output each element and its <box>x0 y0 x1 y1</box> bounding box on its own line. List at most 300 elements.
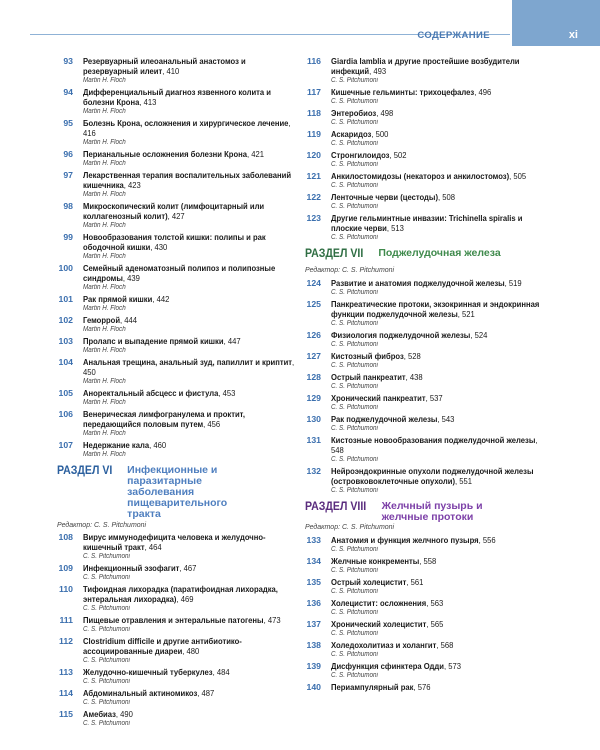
separator: , <box>403 351 408 361</box>
chapter-title: Семейный аденоматозный полипоз и полипозные синдромы <box>83 263 276 283</box>
separator: , <box>176 594 181 604</box>
page-ref: 498 <box>380 108 394 118</box>
chapter-title: Резервуарный илеоанальный анастомоз и резервуарный илеит <box>83 56 246 76</box>
toc-entry[interactable] <box>57 615 301 634</box>
chapter-title: Аскаридоз <box>331 129 372 139</box>
chapter-title-line <box>83 615 301 625</box>
page-ref: 444 <box>124 315 138 325</box>
chapter-title-line <box>331 278 549 288</box>
chapter-title: Абдоминальный актиномикоз <box>83 688 198 698</box>
toc-entry[interactable] <box>305 598 549 617</box>
chapter-author: Martin H. Floch <box>83 139 126 146</box>
chapter-title: Инфекционный эзофагит <box>83 563 180 573</box>
chapter-author: Martin H. Floch <box>83 108 126 115</box>
toc-entry[interactable] <box>305 619 549 638</box>
page-ref: 558 <box>423 556 437 566</box>
chapter-title: Вирус иммунодефицита человека и желудочно-кишечный тракт <box>83 532 266 552</box>
page-ref: 460 <box>153 440 167 450</box>
page-ref: 508 <box>442 192 455 202</box>
chapter-author: C. S. Pitchumoni <box>331 77 378 84</box>
separator: , <box>246 149 252 159</box>
separator: , <box>149 440 154 450</box>
chapter-title-line <box>331 330 549 340</box>
toc-right-column <box>305 56 549 694</box>
chapter-title-line <box>83 532 301 552</box>
toc-entry[interactable] <box>57 563 301 582</box>
chapter-number: 136 <box>306 598 321 608</box>
chapter-title-line <box>331 435 549 455</box>
toc-entry[interactable] <box>57 636 301 665</box>
toc-group-right-mid <box>305 278 549 495</box>
toc-group-left-bottom <box>57 532 301 728</box>
chapter-author: C. S. Pitchumoni <box>331 98 378 105</box>
toc-entry[interactable] <box>305 351 549 370</box>
chapter-title-line <box>83 688 301 698</box>
chapter-title-line <box>83 636 301 656</box>
page-ref: 500 <box>375 129 389 139</box>
chapter-number: 124 <box>306 278 321 288</box>
chapter-author: C. S. Pitchumoni <box>331 630 378 637</box>
chapter-author: C. S. Pitchumoni <box>331 234 378 241</box>
chapter-number: 123 <box>306 213 321 223</box>
chapter-title: Новообразования толстой кишки: полипы и рак ободочной кишки <box>83 232 266 252</box>
chapter-author: C. S. Pitchumoni <box>331 140 378 147</box>
chapter-number: 93 <box>63 56 73 66</box>
chapter-number: 98 <box>63 201 73 211</box>
page-ref: 573 <box>448 661 461 671</box>
chapter-title: Микроскопический колит (лимфоцитарный или коллагенозный колит) <box>83 201 265 221</box>
chapter-title-line <box>331 213 549 233</box>
page-ref: 521 <box>461 309 475 319</box>
chapter-author: C. S. Pitchumoni <box>83 553 130 560</box>
chapter-number: 122 <box>306 192 321 202</box>
separator: , <box>443 661 449 671</box>
chapter-number: 106 <box>58 409 73 419</box>
chapter-title: Энтеробиоз <box>331 108 377 118</box>
chapter-author: C. S. Pitchumoni <box>331 119 378 126</box>
chapter-title-line <box>83 584 301 604</box>
chapter-author: Martin H. Floch <box>83 378 126 385</box>
chapter-author: Martin H. Floch <box>83 326 126 333</box>
toc-entry[interactable] <box>57 667 301 686</box>
chapter-title: Тифоидная лихорадка (паратифоидная лихорадка, энтеральная лихорадка) <box>83 584 278 604</box>
toc-entry[interactable] <box>57 263 301 292</box>
page-ref: 484 <box>216 667 230 677</box>
section-name: Инфекционные и паразитарные заболевания пищеварительного тракта <box>127 464 228 520</box>
toc-group-right-top <box>305 56 549 242</box>
toc-entry[interactable] <box>305 577 549 596</box>
chapter-author: C. S. Pitchumoni <box>83 626 130 633</box>
page-ref: 430 <box>154 242 168 252</box>
chapter-number: 133 <box>306 535 321 545</box>
chapter-title-line <box>331 192 549 202</box>
toc-entry[interactable] <box>57 201 301 230</box>
chapter-title-line <box>83 667 301 677</box>
page-number: xi <box>568 29 578 41</box>
chapter-title-line <box>331 682 549 692</box>
chapter-number: 101 <box>58 294 73 304</box>
page-number-tab <box>512 0 600 46</box>
separator: , <box>150 242 155 252</box>
toc-entry[interactable] <box>305 299 549 328</box>
page-ref: 524 <box>474 330 488 340</box>
chapter-title: Панкреатические протоки, экзокринная и эндокринная функции поджелудочной железы <box>331 299 540 319</box>
chapter-number: 140 <box>306 682 321 692</box>
chapter-title-line <box>331 108 549 118</box>
chapter-number: 113 <box>58 667 73 677</box>
toc-entry[interactable] <box>57 232 301 261</box>
page-ref: 464 <box>148 542 162 552</box>
chapter-title-line <box>83 56 301 76</box>
chapter-title: Развитие и анатомия поджелудочной железы <box>331 278 505 288</box>
chapter-title-line <box>83 149 301 159</box>
page-ref: 565 <box>430 619 444 629</box>
toc-entry[interactable] <box>57 357 301 386</box>
chapter-title: Анатомия и функция желчного пузыря <box>331 535 479 545</box>
toc-entry[interactable] <box>305 192 549 211</box>
chapter-title: Недержание кала <box>83 440 150 450</box>
chapter-author: C. S. Pitchumoni <box>83 657 130 664</box>
page-ref: 438 <box>409 372 423 382</box>
chapter-title: Холедохолитиаз и холангит <box>331 640 437 650</box>
chapter-title-line <box>83 409 301 429</box>
chapter-number: 120 <box>306 150 321 160</box>
page-ref: 467 <box>183 563 197 573</box>
chapter-author: Martin H. Floch <box>83 347 126 354</box>
section-editor: Редактор: C. S. Pitchumoni <box>57 522 147 529</box>
page-header <box>0 0 600 46</box>
section-viii-heading <box>305 501 549 531</box>
toc-entry[interactable] <box>305 171 549 190</box>
chapter-author: C. S. Pitchumoni <box>331 609 378 616</box>
page-ref: 487 <box>201 688 215 698</box>
section-vi-heading <box>57 465 301 529</box>
chapter-number: 94 <box>63 87 73 97</box>
toc-group-left-top <box>57 56 301 459</box>
page-ref: 551 <box>459 476 473 486</box>
chapter-number: 102 <box>58 315 73 325</box>
section-name: Желчный пузырь и желчные протоки <box>381 500 483 523</box>
chapter-title-line <box>331 171 549 181</box>
chapter-title-line <box>83 118 301 138</box>
chapter-author: C. S. Pitchumoni <box>331 182 378 189</box>
toc-entry[interactable] <box>305 414 549 433</box>
chapter-title-line <box>331 640 549 650</box>
page-ref: 480 <box>186 646 200 656</box>
chapter-number: 97 <box>63 170 73 180</box>
section-editor: Редактор: C. S. Pitchumoni <box>305 524 395 531</box>
separator: , <box>436 640 441 650</box>
page-ref: 456 <box>207 419 221 429</box>
toc-entry[interactable] <box>305 213 549 242</box>
chapter-title: Геморрой <box>83 315 121 325</box>
chapter-title-line <box>331 466 549 486</box>
chapter-author: C. S. Pitchumoni <box>83 720 130 727</box>
toc-entry[interactable] <box>57 170 301 199</box>
chapter-title-line <box>331 299 549 319</box>
page-ref: 469 <box>180 594 194 604</box>
chapter-author: C. S. Pitchumoni <box>331 567 378 574</box>
toc-entry[interactable] <box>57 336 301 355</box>
chapter-number: 130 <box>306 414 321 424</box>
separator: , <box>152 294 157 304</box>
chapter-title-line <box>83 563 301 573</box>
chapter-title: Болезнь Крона, осложнения и хирургическое лечение <box>83 118 289 128</box>
chapter-number: 96 <box>63 149 73 159</box>
separator: , <box>263 615 268 625</box>
chapter-author: C. S. Pitchumoni <box>331 404 378 411</box>
separator: , <box>405 372 410 382</box>
chapter-number: 112 <box>58 636 73 646</box>
toc-entry[interactable] <box>305 129 549 148</box>
page-ref: 568 <box>440 640 454 650</box>
page-ref: 442 <box>156 294 170 304</box>
separator: , <box>426 598 431 608</box>
toc-entry[interactable] <box>305 661 549 680</box>
toc-entry[interactable] <box>57 709 301 728</box>
separator: , <box>182 646 187 656</box>
toc-entry[interactable] <box>57 688 301 707</box>
chapter-title-line <box>331 619 549 629</box>
toc-entry[interactable] <box>305 535 549 554</box>
chapter-number: 100 <box>58 263 73 273</box>
chapter-title: Острый панкреатит <box>331 372 406 382</box>
chapter-title: Физиология поджелудочной железы <box>331 330 471 340</box>
section-label: РАЗДЕЛ VIII <box>305 501 367 513</box>
chapter-title: Giardia lamblia и другие простейшие возбудители инфекций <box>331 56 520 76</box>
page-ref: 410 <box>166 66 180 76</box>
separator: , <box>386 223 392 233</box>
toc-entry[interactable] <box>305 108 549 127</box>
chapter-author: C. S. Pitchumoni <box>83 605 130 612</box>
chapter-number: 119 <box>306 129 321 139</box>
chapter-number: 131 <box>306 435 321 445</box>
chapter-number: 117 <box>306 87 321 97</box>
separator: , <box>426 619 431 629</box>
separator: , <box>478 535 483 545</box>
toc-entry[interactable] <box>57 118 301 147</box>
section-editor: Редактор: C. S. Pitchumoni <box>305 267 395 274</box>
separator: , <box>212 667 217 677</box>
chapter-title: Желчные конкременты <box>331 556 420 566</box>
chapter-title-line <box>83 232 301 252</box>
toc-entry[interactable] <box>305 150 549 169</box>
toc-entry[interactable] <box>57 584 301 613</box>
chapter-title: Нейроэндокринные опухоли поджелудочной железы (островковоклеточные опухоли) <box>331 466 534 486</box>
toc-entry[interactable] <box>57 56 301 85</box>
chapter-author: C. S. Pitchumoni <box>331 588 378 595</box>
separator: , <box>535 435 538 445</box>
chapter-number: 107 <box>58 440 73 450</box>
chapter-title: Периампулярный рак <box>331 682 414 692</box>
page-ref: 548 <box>331 445 344 455</box>
chapter-title-line <box>83 357 301 377</box>
separator: , <box>437 414 442 424</box>
page-ref: 439 <box>127 273 140 283</box>
chapter-number: 99 <box>63 232 73 242</box>
chapter-author: C. S. Pitchumoni <box>331 651 378 658</box>
toc-entry[interactable] <box>57 294 301 313</box>
section-vii-heading <box>305 248 549 274</box>
page-ref: 453 <box>222 388 236 398</box>
toc-left-column <box>57 56 301 730</box>
separator: , <box>179 563 184 573</box>
toc-entry[interactable] <box>305 330 549 349</box>
chapter-author: Martin H. Floch <box>83 222 126 229</box>
chapter-author: Martin H. Floch <box>83 399 126 406</box>
chapter-author: C. S. Pitchumoni <box>83 574 130 581</box>
header-title: СОДЕРЖАНИЕ <box>417 30 490 41</box>
chapter-number: 132 <box>306 466 321 476</box>
separator: , <box>197 688 202 698</box>
page-ref: 450 <box>83 367 96 377</box>
toc-entry[interactable] <box>305 682 549 692</box>
chapter-title: Пищевые отравления и энтеральные патогены <box>83 615 264 625</box>
separator: , <box>470 330 475 340</box>
toc-entry[interactable] <box>57 149 301 168</box>
toc-entry[interactable] <box>305 56 549 85</box>
chapter-number: 110 <box>58 584 73 594</box>
separator: , <box>413 682 418 692</box>
chapter-author: C. S. Pitchumoni <box>331 425 378 432</box>
toc-entry[interactable] <box>57 440 301 459</box>
separator: , <box>371 129 376 139</box>
toc-entry[interactable] <box>57 409 301 438</box>
chapter-title-line <box>331 372 549 382</box>
toc-entry[interactable] <box>57 532 301 561</box>
chapter-author: C. S. Pitchumoni <box>331 546 378 553</box>
page-ref: 490 <box>120 709 133 719</box>
chapter-author: C. S. Pitchumoni <box>331 320 378 327</box>
toc-entry[interactable] <box>305 435 549 464</box>
chapter-number: 125 <box>306 299 321 309</box>
chapter-author: Martin H. Floch <box>83 284 126 291</box>
chapter-author: Martin H. Floch <box>83 430 126 437</box>
page-ref: 563 <box>430 598 444 608</box>
page-ref: 556 <box>482 535 496 545</box>
toc-entry[interactable] <box>305 556 549 575</box>
chapter-number: 129 <box>306 393 321 403</box>
chapter-number: 128 <box>306 372 321 382</box>
page-ref: 513 <box>391 223 404 233</box>
chapter-title: Пролапс и выпадение прямой кишки <box>83 336 224 346</box>
separator: , <box>288 118 291 128</box>
page-ref: 519 <box>508 278 522 288</box>
chapter-title: Острый холецистит <box>331 577 407 587</box>
toc-entry[interactable] <box>57 87 301 116</box>
separator: , <box>223 336 228 346</box>
toc-entry[interactable] <box>305 466 549 495</box>
chapter-title: Желудочно-кишечный туберкулез <box>83 667 213 677</box>
separator: , <box>457 309 462 319</box>
chapter-title-line <box>331 535 549 545</box>
chapter-author: Martin H. Floch <box>83 160 126 167</box>
section-label: РАЗДЕЛ VII <box>305 248 364 260</box>
chapter-number: 138 <box>306 640 321 650</box>
page-ref: 528 <box>408 351 421 361</box>
chapter-number: 135 <box>306 577 321 587</box>
chapter-number: 139 <box>306 661 321 671</box>
page-ref: 537 <box>429 393 443 403</box>
chapter-number: 108 <box>58 532 73 542</box>
page-ref: 543 <box>441 414 455 424</box>
chapter-number: 126 <box>306 330 321 340</box>
chapter-author: Martin H. Floch <box>83 191 126 198</box>
toc-entry[interactable] <box>305 393 549 412</box>
chapter-title: Кистозный фиброз <box>331 351 404 361</box>
chapter-number: 121 <box>306 171 321 181</box>
chapter-title: Холецистит: осложнения <box>331 598 427 608</box>
chapter-title-line <box>331 577 549 587</box>
chapter-author: C. S. Pitchumoni <box>331 203 378 210</box>
page-ref: 427 <box>171 211 185 221</box>
chapter-number: 109 <box>58 563 73 573</box>
chapter-title: Анкилостомидозы (некатороз и анкилостомоз) <box>331 171 510 181</box>
chapter-title-line <box>83 440 301 450</box>
separator: , <box>504 278 509 288</box>
separator: , <box>425 393 430 403</box>
separator: , <box>509 171 514 181</box>
chapter-title-line <box>331 56 549 76</box>
chapter-author: C. S. Pitchumoni <box>331 456 378 463</box>
chapter-title-line <box>331 414 549 424</box>
chapter-number: 118 <box>306 108 321 118</box>
chapter-title-line <box>83 294 301 304</box>
toc-entry[interactable] <box>305 640 549 659</box>
separator: , <box>115 709 121 719</box>
chapter-number: 134 <box>306 556 321 566</box>
separator: , <box>167 211 172 221</box>
chapter-title: Анальная трещина, анальный зуд, папиллит и криптит <box>83 357 293 367</box>
chapter-title-line <box>83 201 301 221</box>
chapter-title-line <box>83 263 301 283</box>
separator: , <box>203 419 208 429</box>
chapter-author: Martin H. Floch <box>83 253 126 260</box>
chapter-title: Ленточные черви (цестоды) <box>331 192 438 202</box>
chapter-title: Дисфункция сфинктера Одди <box>331 661 444 671</box>
chapter-number: 105 <box>58 388 73 398</box>
chapter-title-line <box>83 336 301 346</box>
chapter-number: 116 <box>306 56 321 66</box>
chapter-title: Амебиаз <box>83 709 116 719</box>
chapter-number: 103 <box>58 336 73 346</box>
chapter-title: Clostridium difficile и другие антибиотико-ассоциированные диареи <box>83 636 242 656</box>
section-name: Поджелудочная железа <box>378 247 501 259</box>
toc-entry[interactable] <box>57 315 301 334</box>
toc-entry[interactable] <box>305 372 549 391</box>
toc-entry[interactable] <box>305 278 549 297</box>
separator: , <box>455 476 460 486</box>
chapter-title: Лекарственная терапия воспалительных заболеваний кишечника <box>83 170 292 190</box>
page-ref: 496 <box>478 87 492 97</box>
page-ref: 502 <box>393 150 407 160</box>
page-ref: 421 <box>251 149 264 159</box>
chapter-title: Другие гельминтные инвазии: Trichinella spiralis и плоские черви <box>331 213 523 233</box>
separator: , <box>218 388 223 398</box>
chapter-title-line <box>83 170 301 190</box>
page-ref: 561 <box>410 577 424 587</box>
separator: , <box>122 273 128 283</box>
chapter-number: 111 <box>59 615 73 625</box>
chapter-title-line <box>83 87 301 107</box>
separator: , <box>389 150 394 160</box>
chapter-title-line <box>83 315 301 325</box>
chapter-title-line <box>331 556 549 566</box>
chapter-title-line <box>331 661 549 671</box>
toc-entry[interactable] <box>57 388 301 407</box>
toc-entry[interactable] <box>305 87 549 106</box>
chapter-number: 115 <box>58 709 73 719</box>
